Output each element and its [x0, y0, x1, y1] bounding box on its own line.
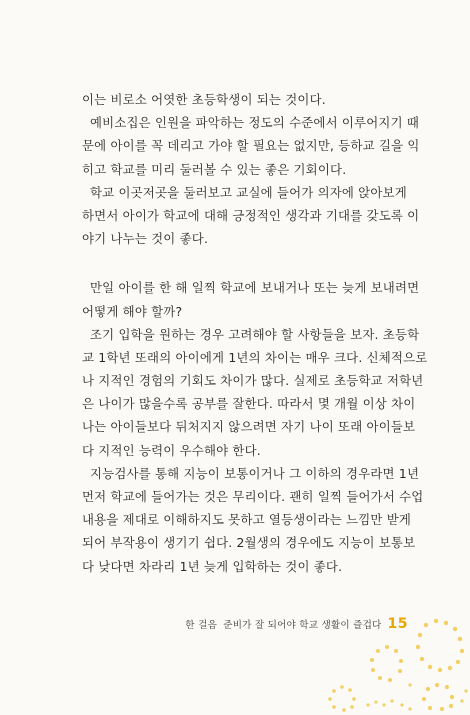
- text-line: 히고 학교를 미리 둘러볼 수 있는 좋은 기회이다.: [82, 161, 347, 177]
- text-line: 이는 비로소 어엿한 초등학생이 되는 것이다.: [82, 92, 326, 107]
- body-text: [82, 88, 428, 578]
- text-line: 먼저 학교에 들어가는 것은 무리이다. 괜히 일찍 들어가서 수업: [82, 489, 424, 504]
- text-line: 나는 아이들보다 뒤처지지 않으려면 자기 나이 또래 아이들보: [82, 419, 416, 435]
- page-number: 15: [387, 616, 408, 632]
- text-line: 되어 부작용이 생기기 쉽다. 2월생의 경우에도 지능이 보통보: [82, 535, 416, 551]
- text-line: 내용을 제대로 이해하지도 못하고 열등생이라는 느낌만 받게: [82, 512, 412, 528]
- section-gap: [82, 250, 407, 276]
- text-line: 은 나이가 많을수록 공부를 잘한다. 따라서 몇 개월 이상 차이: [82, 396, 416, 412]
- decorative-dots: [310, 605, 470, 715]
- chapter-label: 한 걸음: [185, 620, 218, 631]
- text-line: 교 1학년 또래의 아이에게 1년의 차이는 매우 크다. 신체적으로: [82, 349, 428, 365]
- text-line: 다 지적인 능력이 우수해야 한다.: [82, 442, 261, 458]
- running-title: 준비가 잘 되어야 학교 생활이 즐겁다: [223, 620, 382, 631]
- text-line: 조기 입학을 원하는 경우 고려해야 할 사항들을 보자. 초등학: [90, 326, 420, 342]
- text-line: 어떻게 해야 할까?: [82, 303, 183, 319]
- text-line: 예비소집은 인원을 파악하는 정도의 수준에서 이루어지기 때: [90, 115, 420, 131]
- text-line: 지능검사를 통해 지능이 보통이거나 그 이하의 경우라면 1년: [90, 465, 420, 481]
- text-line: 나 지적인 경험의 기회도 차이가 많다. 실제로 초등학교 저학년: [82, 373, 424, 389]
- text-line: 만일 아이를 한 해 일찍 학교에 보내거나 또는 늦게 보내려면: [90, 280, 420, 296]
- text-line: 야기 나누는 것이 좋다.: [82, 231, 209, 247]
- text-line: 문에 아이를 꼭 데리고 가야 할 필요는 없지만, 등하교 길을 익: [82, 138, 420, 154]
- text-line: 학교 이곳저곳을 둘러보고 교실에 들어가 의자에 앉아보게: [90, 184, 407, 200]
- text-line: 하면서 아이가 학교에 대해 긍정적인 생각과 기대를 갖도록 이: [82, 207, 420, 223]
- text-line: 다 낮다면 차라리 1년 늦게 입학하는 것이 좋다.: [82, 558, 343, 574]
